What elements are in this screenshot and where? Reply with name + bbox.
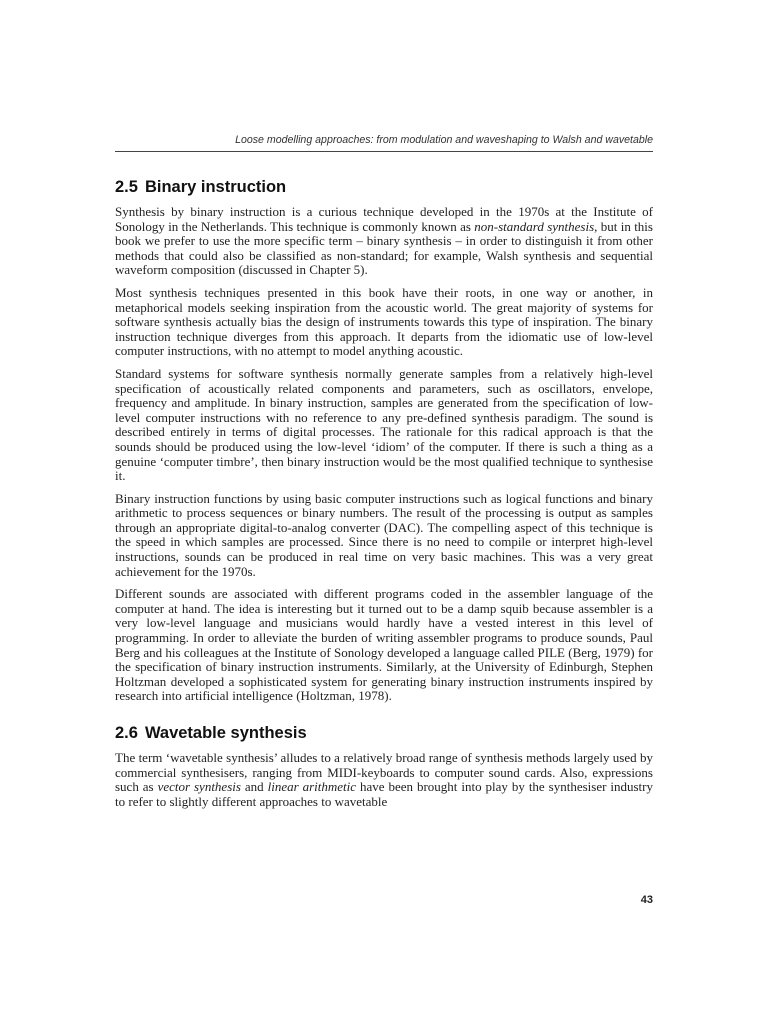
section-wavetable-synthesis: [115, 724, 653, 809]
section-number: 2.6: [115, 724, 138, 742]
header-rule: [115, 151, 653, 152]
text-run: The term ‘wavetable synthesis’ alludes to a relatively broad range of synthesis methods largely used by commercial synthesisers, ranging from MIDI-keyboards to computer sound cards. Also, expressions such as: [115, 750, 653, 795]
page-body: [115, 178, 653, 817]
italic-term: non-standard synthesis: [474, 218, 595, 234]
section-binary-instruction: [115, 178, 653, 704]
paragraph: [115, 367, 653, 484]
section-heading: [115, 724, 653, 743]
section-number: 2.5: [115, 178, 138, 196]
section-title: Binary instruction: [144, 178, 287, 196]
text-run: have been brought into play by the synthesiser industry to refer to slightly different approaches to wavetable: [115, 779, 653, 809]
text-run: Binary instruction functions by using basic computer instructions such as logical functions and binary arithmetic to process sequences or binary numbers. The result of the processing is output as samples through an appropriate digital-to-analog converter (DAC). The compelling aspect of this technique is the speed in which samples are processed. Since there is no need to compile or interpret high-level instructions, sounds can be produced in real time on very basic machines. This was a very great achievement for the 1970s.: [115, 490, 653, 579]
text-run: , but in this book we prefer to use the more specific term – binary synthesis – in order to distinguish it from other methods that could also be classified as non-standard; for example, Walsh synthesis and sequential waveform composition (discussed in Chapter 5).: [115, 218, 653, 278]
section-heading: [115, 178, 653, 197]
italic-term: vector synthesis: [157, 779, 241, 795]
running-head: Loose modelling approaches: from modulation and waveshaping to Walsh and wavetable: [235, 134, 653, 146]
text-run: Different sounds are associated with different programs coded in the assembler language of the computer at hand. The idea is interesting but it turned out to be a damp squib because assembler is a very low-level language and musicians would hardly have a vested interest in this level of programming. In order to alleviate the burden of writing assembler programs to produce sounds, Paul Berg and his colleagues at the Institute of Sonology developed a language called PILE (Berg, 1979) for the specification of binary instruction instruments. Similarly, at the University of Edinburgh, Stephen Holtzman developed a sophisticated system for generating binary instruction instruments inspired by research into artificial intelligence (Holtzman, 1978).: [115, 586, 653, 704]
paragraph: [115, 751, 653, 809]
section-title: Wavetable synthesis: [144, 724, 307, 742]
page-number: 43: [640, 894, 653, 906]
text-run: and: [240, 779, 268, 795]
paragraph: [115, 587, 653, 704]
italic-term: linear arithmetic: [267, 779, 357, 795]
paragraph: [115, 492, 653, 580]
paragraph: [115, 286, 653, 359]
paragraph: [115, 205, 653, 278]
text-run: Most synthesis techniques presented in this book have their roots, in one way or another, in metaphorical models seeking inspiration from the acoustic world. The great majority of systems for software synthesis actually bias the design of instruments towards this type of inspiration. The binary instruction technique diverges from this approach. It departs from the idiomatic use of low-level computer instructions, with no attempt to model anything acoustic.: [115, 284, 653, 359]
text-run: Synthesis by binary instruction is a curious technique developed in the 1970s at the Institute of Sonology in the Netherlands. This technique is commonly known as: [115, 204, 653, 234]
text-run: Standard systems for software synthesis normally generate samples from a relatively high-level specification of acoustically related components and parameters, such as oscillators, envelope, frequency and amplitude. In binary instruction, samples are generated from the specification of low-level computer instructions with no reference to any pre-defined synthesis paradigm. The sound is described entirely in terms of digital processes. The rationale for this radical approach is that the sounds should be produced using the low-level ‘idiom’ of the computer. If there is such a thing as a genuine ‘computer timbre’, then binary instruction would be the most qualified technique to synthesise it.: [115, 365, 653, 484]
